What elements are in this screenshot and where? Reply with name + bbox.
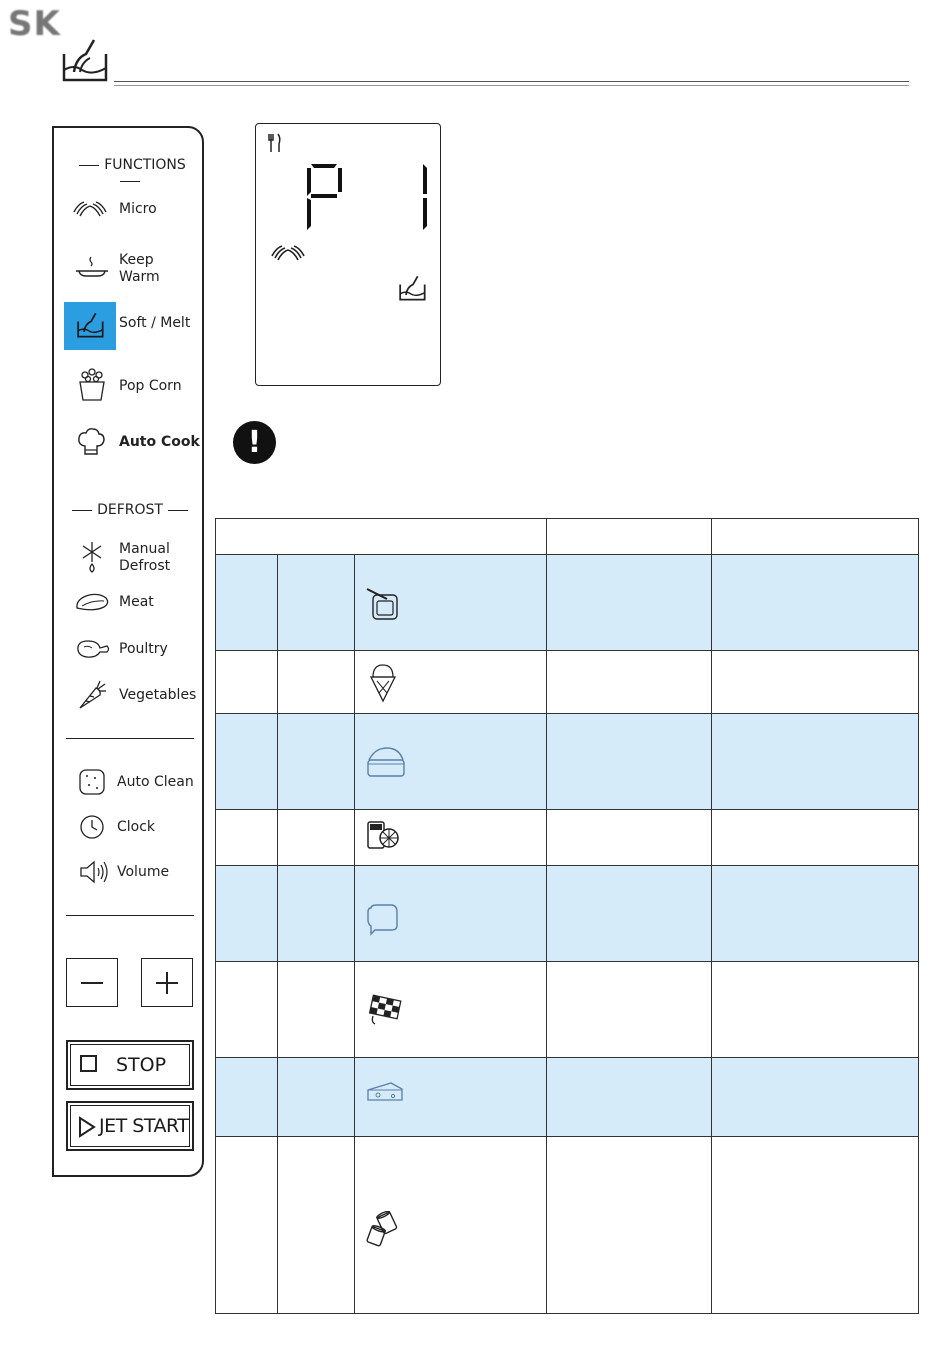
defrost-vegetables-label[interactable]: Vegetables [119, 687, 197, 703]
table-row [216, 714, 919, 810]
table-header-row [216, 519, 919, 555]
function-keep-warm-label[interactable]: Keep Warm [119, 252, 160, 285]
play-icon [78, 1116, 96, 1138]
defrost-meat-label[interactable]: Meat [119, 594, 154, 610]
jet-start-button[interactable]: JET START [66, 1101, 194, 1151]
soft-melt-icon[interactable] [75, 311, 107, 339]
control-panel [52, 126, 204, 1177]
keep-warm-plate-icon[interactable] [74, 253, 110, 279]
speaker-icon[interactable] [79, 859, 111, 885]
functions-heading: FUNCTIONS [66, 157, 194, 189]
chicken-icon[interactable] [74, 636, 112, 662]
clock-icon[interactable] [79, 814, 105, 840]
header-rule [114, 81, 909, 86]
table-row [216, 1137, 919, 1314]
marshmallow-icon [365, 902, 401, 938]
table-header-cell [547, 519, 712, 555]
function-auto-cook-label[interactable]: Auto Cook [119, 434, 200, 450]
canned-food-icon [365, 1211, 401, 1249]
defrost-poultry-label[interactable]: Poultry [119, 641, 168, 657]
ice-cream-icon [365, 661, 401, 703]
soft-melt-icon [60, 36, 112, 84]
lcd-display [255, 123, 441, 386]
defrost-heading: DEFROST [66, 502, 194, 518]
volume-label[interactable]: Volume [117, 864, 170, 880]
minus-icon [81, 982, 103, 984]
auto-clean-label[interactable]: Auto Clean [117, 774, 194, 790]
language-code: SK [8, 4, 61, 44]
table-row [216, 555, 919, 651]
lcd-program-digits [301, 160, 433, 232]
plus-button[interactable] [141, 958, 193, 1007]
minus-button[interactable] [66, 958, 118, 1007]
popcorn-icon[interactable] [77, 368, 107, 402]
table-row [216, 810, 919, 866]
snowflake-drop-icon[interactable] [78, 540, 106, 574]
function-popcorn-label[interactable]: Pop Corn [119, 378, 182, 394]
soft-melt-table [215, 518, 918, 1314]
steak-icon[interactable] [74, 590, 110, 614]
panel-divider [66, 738, 194, 739]
clock-label[interactable]: Clock [117, 819, 156, 835]
butter-icon [365, 585, 405, 623]
defrost-manual-label[interactable]: Manual Defrost [119, 541, 171, 574]
table-row [216, 962, 919, 1058]
chef-hat-icon[interactable] [76, 426, 106, 458]
cream-cheese-icon [365, 744, 407, 780]
microwave-waves-icon[interactable] [72, 198, 112, 218]
table-header-cell [712, 519, 919, 555]
fork-knife-icon [268, 132, 282, 154]
function-micro-label[interactable]: Micro [119, 201, 157, 217]
stop-button[interactable]: STOP [66, 1040, 194, 1090]
cheese-icon [365, 1080, 405, 1106]
carrot-icon[interactable] [76, 678, 108, 712]
panel-divider [66, 915, 194, 916]
warning-icon: ! [233, 421, 276, 464]
chocolate-icon [365, 994, 405, 1026]
microwave-waves-icon [270, 241, 310, 263]
auto-clean-icon[interactable] [78, 768, 106, 796]
table-row [216, 866, 919, 962]
table-row [216, 651, 919, 714]
orange-juice-icon [365, 818, 401, 852]
soft-melt-icon [397, 274, 429, 302]
table-row [216, 1058, 919, 1137]
table-header-cell [216, 519, 547, 555]
function-soft-melt-label[interactable]: Soft / Melt [119, 315, 191, 331]
stop-square-icon [80, 1055, 97, 1072]
